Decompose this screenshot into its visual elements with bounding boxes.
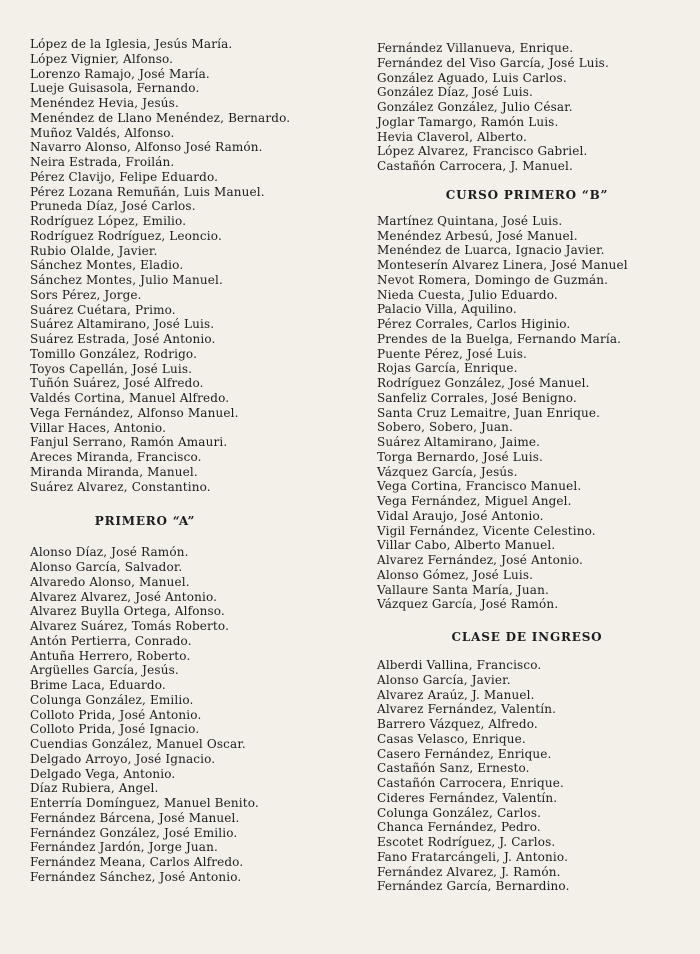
student-name: Colloto Prida, José Ignacio. [30,722,200,737]
student-name: Castañón Carrocera, Enrique. [377,776,564,790]
student-name: Nevot Romera, Domingo de Guzmán. [377,272,609,287]
student-name: Castañón Sanz, Ernesto. [377,761,530,776]
student-name: Sánchez Montes, Eladio. [30,258,184,273]
student-name: Monteserín Alvarez Linera, José Manuel [377,258,628,272]
right-name-list [377,41,677,174]
student-name: Fano Fratarcángeli, J. Antonio. [377,849,569,864]
student-name: Palacio Villa, Aquilino. [377,302,517,317]
student-name: Alvaredo Alonso, Manuel. [30,574,190,589]
student-name: Fernández Jardón, Jorge Juan. [30,840,218,855]
student-name: Pérez Lozana Remuñán, Luis Manuel. [30,184,265,199]
section-heading-clase-de-ingreso: CLASE DE INGRESO [451,630,603,644]
primero-a-name-list [30,545,330,884]
student-name: Cideres Fernández, Valentín. [377,790,558,805]
student-name: Lueje Guisasola, Fernando. [30,81,200,96]
student-name: Suárez Cuétara, Primo. [30,302,176,317]
clase-de-ingreso-name-list [377,658,677,894]
student-name: Rubio Olalde, Javier. [30,243,158,258]
section-heading-curso-primero-b: CURSO PRIMERO “B” [445,187,609,202]
student-name: Cuendias González, Manuel Oscar. [30,737,246,751]
student-name: Brime Laca, Eduardo. [30,678,166,692]
student-name: López Vignier, Alfonso. [30,51,174,66]
student-name: Rodríguez López, Emilio. [30,214,187,228]
student-name: Lorenzo Ramajo, José María. [30,66,210,81]
student-name: Colunga González, Carlos. [377,805,542,820]
student-name: López Alvarez, Francisco Gabriel. [377,144,588,159]
student-name: Pérez Corrales, Carlos Higinio. [377,317,571,331]
student-name: Colunga González, Emilio. [30,692,194,707]
student-name: Argüelles García, Jesús. [30,663,179,678]
student-name: Suárez Altamirano, José Luis. [30,317,215,332]
student-name: Neira Estrada, Froilán. [30,155,175,169]
student-name: Vidal Araujo, José Antonio. [377,508,544,523]
student-name: Alvarez Araúz, J. Manuel. [377,687,535,702]
left-column [30,37,330,885]
student-name: Fernández García, Bernardino. [377,879,570,894]
student-name: Barrero Vázquez, Alfredo. [377,717,538,731]
student-name: Muñoz Valdés, Alfonso. [30,125,175,140]
student-name: Sobero, Sobero, Juan. [377,420,514,435]
student-name: Puente Pérez, José Luis. [377,346,528,361]
student-name: Escotet Rodríguez, J. Carlos. [377,835,556,849]
student-name: Rodríguez González, José Manuel. [377,376,590,390]
student-name: Sánchez Montes, Julio Manuel. [30,273,223,287]
student-name: Delgado Vega, Antonio. [30,766,176,781]
student-name: Casero Fernández, Enrique. [377,746,552,761]
student-name: Alvarez Buylla Ortega, Alfonso. [30,604,225,619]
student-name: Fernández Bárcena, José Manuel. [30,810,240,825]
student-name: Martínez Quintana, José Luis. [377,213,563,228]
left-name-list [30,37,330,494]
student-name: Toyos Capellán, José Luis. [30,361,193,376]
student-name: Antuña Herrero, Roberto. [30,648,191,663]
student-name: Rojas García, Enrique. [377,361,518,376]
student-name: Alvarez Fernández, Valentín. [377,702,557,717]
student-name: Menéndez de Llano Menéndez, Bernardo. [30,110,291,125]
student-name: Pérez Clavijo, Felipe Eduardo. [30,169,219,184]
student-name: Alvarez Fernández, José Antonio. [377,553,584,567]
student-name: Suárez Estrada, José Antonio. [30,332,216,346]
student-name: González Díaz, José Luis. [377,85,534,100]
student-name: Suárez Altamirano, Jaime. [377,435,541,449]
student-name: Alonso Díaz, José Ramón. [30,545,189,560]
student-name: Vallaure Santa María, Juan. [377,582,549,597]
student-name: Menéndez de Luarca, Ignacio Javier. [377,243,605,258]
student-name: Fernández González, José Emilio. [30,825,238,840]
student-name: Vega Fernández, Alfonso Manuel. [30,405,239,420]
student-name: Torga Bernardo, José Luis. [377,449,544,464]
student-name: Vázquez García, Jesús. [377,464,518,479]
student-name: Nieda Cuesta, Julio Eduardo. [377,287,558,302]
student-name: Fanjul Serrano, Ramón Amauri. [30,435,228,450]
student-name: Alonso García, Javier. [377,672,511,687]
student-name: Vázquez García, José Ramón. [377,597,559,612]
student-name: Díaz Rubiera, Angel. [30,781,159,796]
student-name: Areces Miranda, Francisco. [30,450,202,464]
student-name: Prendes de la Buelga, Fernando María. [377,331,622,346]
student-name: Fernández Villanueva, Enrique. [377,41,574,55]
student-name: Enterría Domínguez, Manuel Benito. [30,796,259,810]
student-name: González González, Julio César. [377,100,573,114]
student-name: Alonso Gómez, José Luis. [377,567,534,582]
student-name: Delgado Arroyo, José Ignacio. [30,751,216,766]
student-name: Colloto Prida, José Antonio. [30,707,202,722]
student-name: Alvarez Alvarez, José Antonio. [30,589,218,604]
student-name: Fernández Sánchez, José Antonio. [30,869,242,884]
student-name: Alonso García, Salvador. [30,560,183,574]
student-name: Villar Cabo, Alberto Manuel. [377,538,556,553]
student-name: Chanca Fernández, Pedro. [377,820,541,835]
student-name: Fernández del Viso García, José Luis. [377,55,609,70]
student-name: Pruneda Díaz, José Carlos. [30,199,196,214]
student-name: Fernández Meana, Carlos Alfredo. [30,855,244,869]
student-name: Alberdi Vallina, Francisco. [377,658,542,672]
student-name: Villar Haces, Antonio. [30,420,167,435]
student-name: Menéndez Arbesú, José Manuel. [377,228,578,243]
student-name: Casas Velasco, Enrique. [377,731,526,746]
student-name: Alvarez Suárez, Tomás Roberto. [30,619,230,633]
student-name: Menéndez Hevia, Jesús. [30,96,179,110]
student-name: Hevia Claverol, Alberto. [377,129,527,144]
student-name: Miranda Miranda, Manuel. [30,464,198,479]
student-name: Tomillo González, Rodrigo. [30,346,198,361]
student-name: Santa Cruz Lemaitre, Juan Enrique. [377,405,601,420]
student-name: Tuñón Suárez, José Alfredo. [30,376,204,391]
student-name: Fernández Alvarez, J. Ramón. [377,864,561,879]
student-name: Valdés Cortina, Manuel Alfredo. [30,391,230,405]
student-name: Sanfeliz Corrales, José Benigno. [377,390,577,405]
student-name: González Aguado, Luis Carlos. [377,70,567,85]
curso-primero-b-name-list [377,214,677,612]
student-name: Joglar Tamargo, Ramón Luis. [377,114,559,129]
student-name: Castañón Carrocera, J. Manuel. [377,159,574,173]
student-name: Antón Pertierra, Conrado. [30,633,192,648]
right-column [377,41,677,894]
student-name: López de la Iglesia, Jesús María. [30,37,233,51]
section-heading-primero-a: PRIMERO “A” [94,514,196,529]
student-name: Vega Fernández, Miguel Angel. [377,494,572,508]
student-name: Vega Cortina, Francisco Manuel. [377,479,582,494]
student-name: Suárez Alvarez, Constantino. [30,479,211,494]
student-name: Rodríguez Rodríguez, Leoncio. [30,228,222,243]
student-name: Sors Pérez, Jorge. [30,287,142,302]
student-name: Navarro Alonso, Alfonso José Ramón. [30,140,263,155]
student-name: Vigil Fernández, Vicente Celestino. [377,523,596,538]
